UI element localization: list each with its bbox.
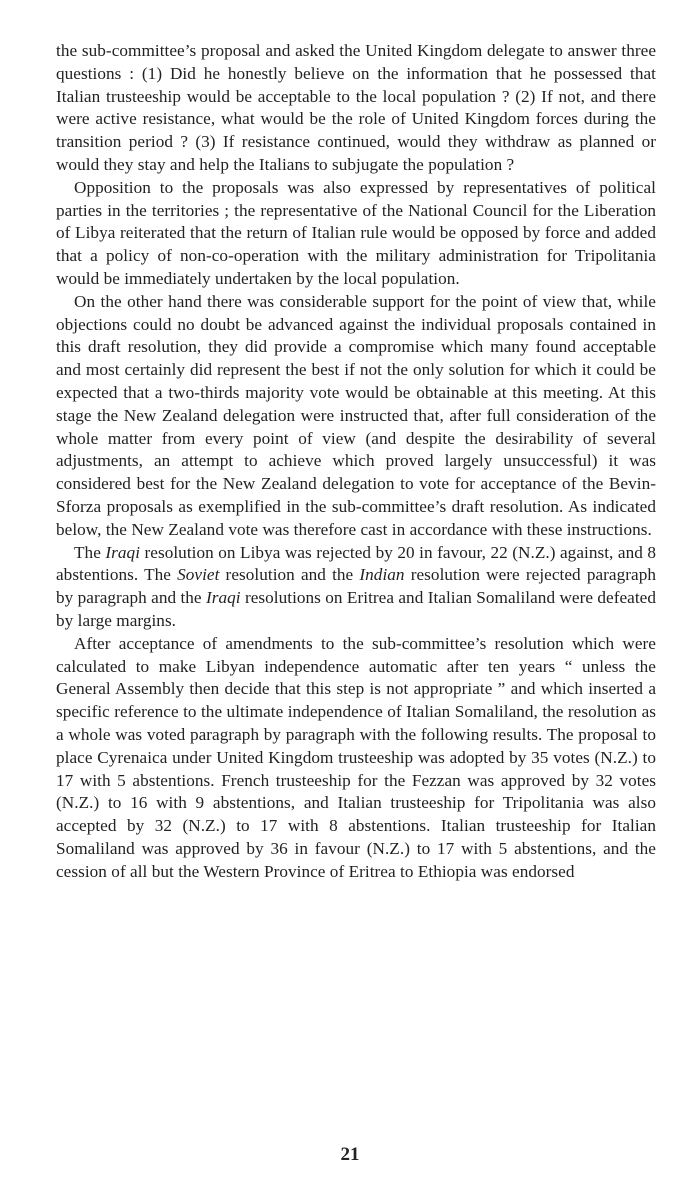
italic-term: Soviet — [177, 565, 220, 585]
text-run: resolution on Libya was rejected by 20 in favour, 22 (N.Z.) against, and 8 abstentions. The — [56, 542, 657, 585]
paragraph-1 — [56, 40, 656, 177]
text-run: On the other hand there was considerable support for the point of view that, while objections could no doubt be advanced against the individual proposals contained in this draft resolution, they did provide a compromise which many found acceptable and most certainly did represent the best if not the only solution for which it could be expected that a two-thirds majority vote would be obtainable at this meeting. At this stage the New Zealand delegation were instructed that, after full consideration of the whole matter from every point of view (and despite the desirability of several adjustments, an attempt to achieve which proved largely unsuccessful) it was considered best for the New Zealand delegation to vote for acceptance of the Bevin-Sforza proposals as exemplified in the sub-committee’s draft resolution. As indicated below, the New Zealand vote was therefore cast in accordance with these instructions. — [56, 291, 656, 539]
paragraph-5 — [56, 633, 656, 884]
italic-term: Iraqi — [105, 542, 141, 562]
italic-term: Indian — [359, 565, 405, 585]
text-run: The — [74, 542, 106, 562]
text-run: resolution and the — [219, 565, 360, 585]
text-run: resolution were rejected paragraph by paragraph and the — [56, 565, 656, 608]
text-run: the sub-committee’s proposal and asked the United Kingdom delegate to answer three questions : (1) Did he honestly believe on the information that he possessed that Italian trusteeship would be acceptable to the local population ? (2) If not, and there were active resistance, what would be the role of United Kingdom forces during the transition period ? (3) If resistance continued, would they withdraw as planned or would they stay and help the Italians to subjugate the population ? — [56, 41, 656, 174]
paragraph-3 — [56, 291, 656, 542]
page-number: 21 — [340, 1144, 360, 1165]
text-run: resolutions on Eritrea and Italian Somaliland were defeated by large margins. — [56, 588, 656, 630]
text-run: After acceptance of amendments to the sub-committee’s resolution which were calculated to make Libyan independence automatic after ten years “ unless the General Assembly then decide that this step is not appropriate ” and which inserted a specific reference to the ultimate independence of Italian Somaliland, the resolution as a whole was voted paragraph by paragraph with the following results. The proposal to place Cyrenaica under United Kingdom trusteeship was adopted by 35 votes (N.Z.) to 17 with 5 abstentions. French trusteeship for the Fezzan was approved by 32 votes (N.Z.) to 16 with 9 abstentions, and Italian trusteeship for Tripolitania was also accepted by 32 (N.Z.) to 17 with 8 abstentions. Italian trusteeship for Italian Somaliland was approved by 36 in favour (N.Z.) to 17 with 5 abstentions, and the cession of all but the Western Province of Eritrea to Ethiopia was endorsed — [56, 633, 656, 881]
paragraph-4 — [56, 542, 656, 633]
paragraph-2 — [56, 177, 656, 291]
text-run: Opposition to the proposals was also expressed by representatives of political parties in the territories ; the representative of the National Council for the Liberation of Libya reiterated that the return of Italian rule would be opposed by force and added that a policy of non-co-operation with the military administration for Tripolitania would be immediately undertaken by the local population. — [56, 177, 656, 288]
italic-term: Iraqi — [205, 588, 241, 608]
document-body — [56, 40, 656, 883]
